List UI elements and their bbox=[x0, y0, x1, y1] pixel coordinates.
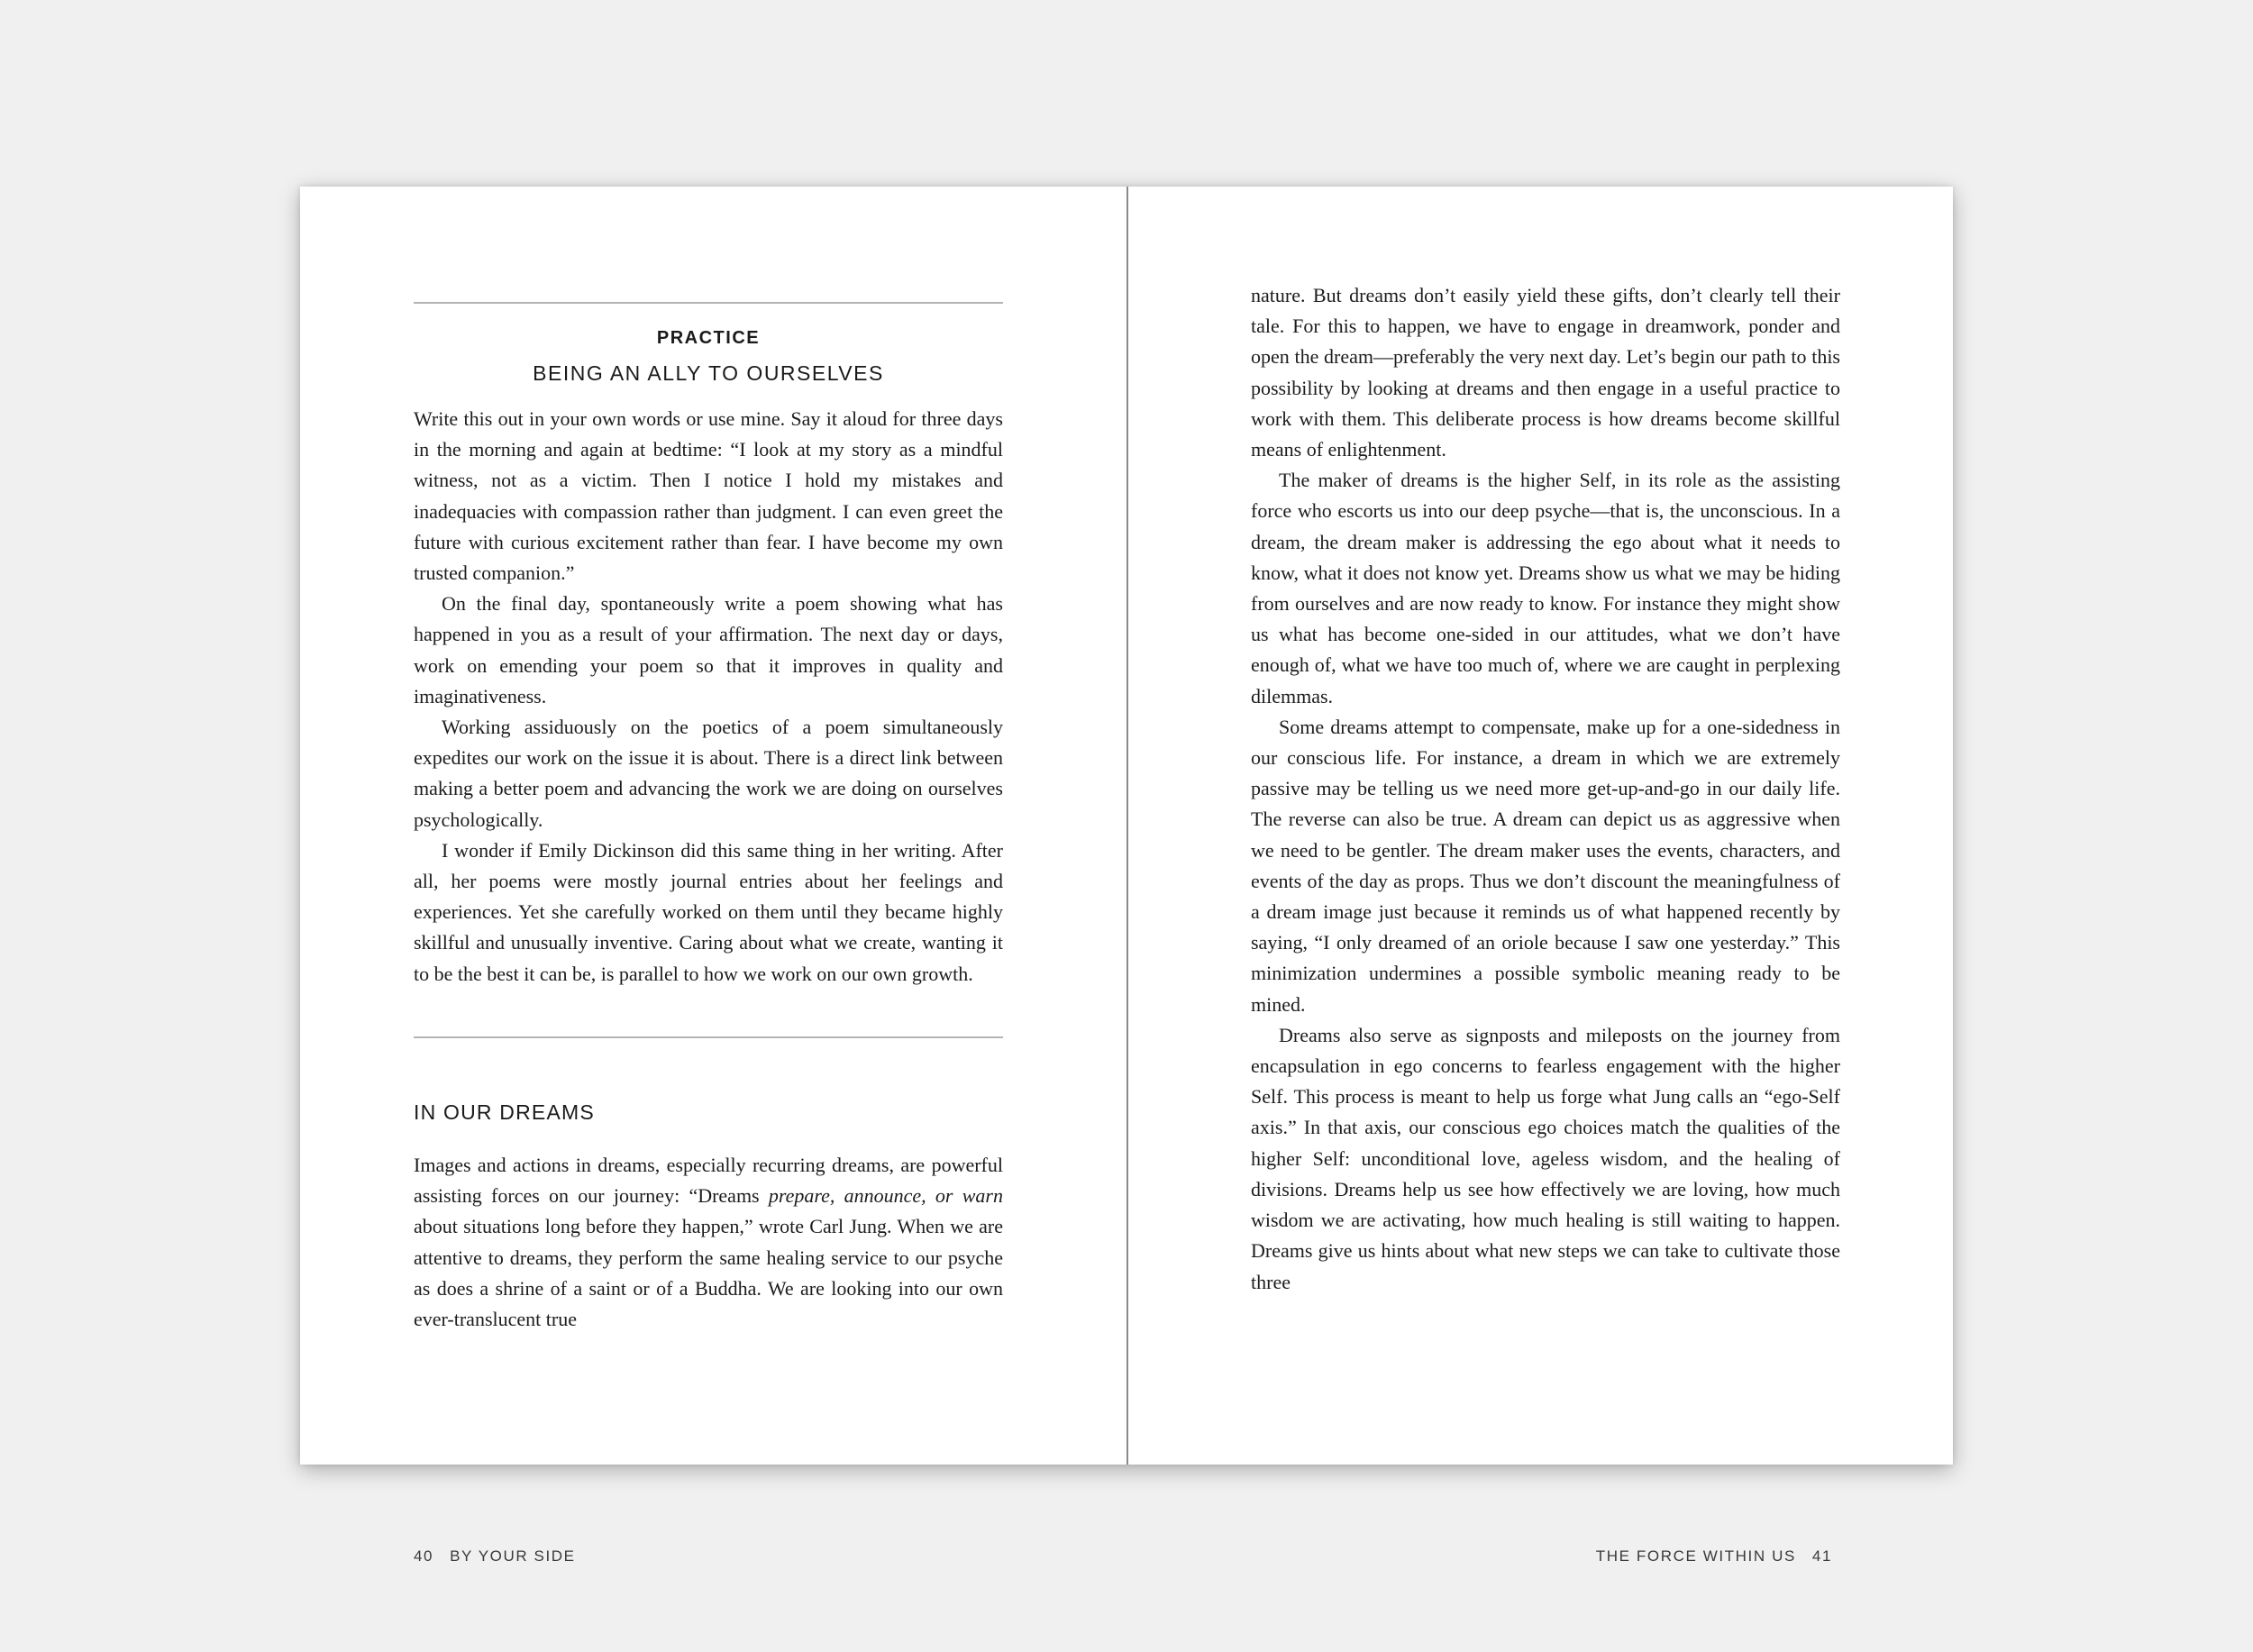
page-number: 40 bbox=[414, 1547, 434, 1565]
page-number: 41 bbox=[1811, 1547, 1832, 1565]
body-paragraph: Some dreams attempt to compensate, make up for a one-sidedness in our conscious life. For instance, a dream in which we are extremely passive may be telling us we need more get-up-and-go in our daily life. The reverse can also be true. A dream can depict us as aggressive when we need to be gentler. The dream maker uses the events, characters, and events of the day as props. Thus we don’t discount the meaningfulness of a dream image just because it reminds us of what happened recently by saying, “I only dreamed of an oriole because I saw one yesterday.” This minimization undermines a possible symbolic meaning ready to be mined. bbox=[1251, 715, 1840, 1016]
practice-box bbox=[414, 302, 1003, 990]
left-page bbox=[300, 187, 1126, 1565]
practice-paragraph: Write this out in your own words or use mine. Say it aloud for three days in the morning and again at bedtime: “I look at my story as a mindful witness, not as a victim. Then I notice I hold my mistakes and inadequacies with compassion rather than judgment. I can even greet the future with curious excitement rather than fear. I have become my own trusted companion.” bbox=[414, 407, 1003, 585]
dreams-paragraph bbox=[414, 1150, 1003, 1335]
running-head: BY YOUR SIDE bbox=[450, 1547, 576, 1565]
practice-paragraph: I wonder if Emily Dickinson did this same thing in her writing. After all, her poems were mostly journal entries about her feelings and experiences. Yet she carefully worked on them until they became highly skillful and unusually inventive. Caring about what we create, wanting it to be the best it can be, is parallel to how we work on our own growth. bbox=[414, 838, 1003, 985]
left-folio bbox=[414, 1547, 576, 1565]
bottom-rule-wrap bbox=[414, 1036, 1003, 1038]
practice-paragraph: On the final day, spontaneously write a poem showing what has happened in you as a result of your affirmation. The next day or days, work on emending your poem so that it improves in quality and imaginativeness. bbox=[414, 592, 1003, 707]
section-heading: IN OUR DREAMS bbox=[414, 1100, 595, 1124]
practice-title: BEING AN ALLY TO OURSELVES bbox=[533, 361, 884, 385]
book-spread bbox=[300, 187, 1953, 1565]
body-paragraph: nature. But dreams don’t easily yield these gifts, don’t clearly tell their tale. For this to happen, we have to engage in dreamwork, ponder and open the dream—preferably the very next day. Let’s begin our path to this possibility by looking at dreams and then engage in a useful practice to work with them. This deliberate process is how dreams become skillful means of enlightenment. bbox=[1251, 284, 1840, 461]
dreams-text-italic: prepare, announce, or warn bbox=[768, 1184, 1003, 1208]
dreams-section bbox=[414, 1100, 1003, 1335]
bottom-rule bbox=[414, 1036, 1003, 1038]
top-rule bbox=[414, 302, 1003, 304]
right-page bbox=[1128, 187, 1953, 1565]
body-paragraph: Dreams also serve as signposts and mileposts on the journey from encapsulation in ego concerns to fearless engagement with the higher Self. This process is meant to help us forge what Jung calls an “ego-Self axis.” In that axis, our conscious ego choices match the qualities of the higher Self: unconditional love, ageless wisdom, and the healing of divisions. Dreams help us see how effectively we are loving, how much wisdom we are activating, how much healing is still waiting to happen. Dreams give us hints about what new steps we can take to cultivate those three bbox=[1251, 1023, 1840, 1293]
running-head: THE FORCE WITHIN US bbox=[1595, 1547, 1796, 1565]
right-folio bbox=[1596, 1547, 1832, 1565]
dreams-text-after: about situations long before they happen,” wrote Carl Jung. When we are attentive to dreams, they perform the same healing service to our psyche as does a shrine of a saint or of a Buddha. We are looking into our own ever-translucent true bbox=[414, 1215, 1003, 1331]
practice-label: PRACTICE bbox=[656, 328, 761, 348]
right-text bbox=[1251, 280, 1840, 1298]
body-paragraph: The maker of dreams is the higher Self, in its role as the assisting force who escorts us into our deep psyche—that is, the unconscious. In a dream, the dream maker is addressing the ego about what it needs to know, what it does not know yet. Dreams show us what we may be hiding from ourselves and are now ready to know. For instance they might show us what has become one-sided in our attitudes, what we don’t have enough of, what we have too much of, where we are caught in perplexing dilemmas. bbox=[1251, 469, 1840, 707]
practice-paragraph: Working assiduously on the poetics of a poem simultaneously expedites our work on the issue it is about. There is a direct link between making a better poem and advancing the work we are doing on ourselves psychologically. bbox=[414, 716, 1003, 831]
dreams-text-before: Images and actions in dreams, especially recurring dreams, are powerful assisting forces on our journey: “Dreams bbox=[414, 1154, 1003, 1208]
